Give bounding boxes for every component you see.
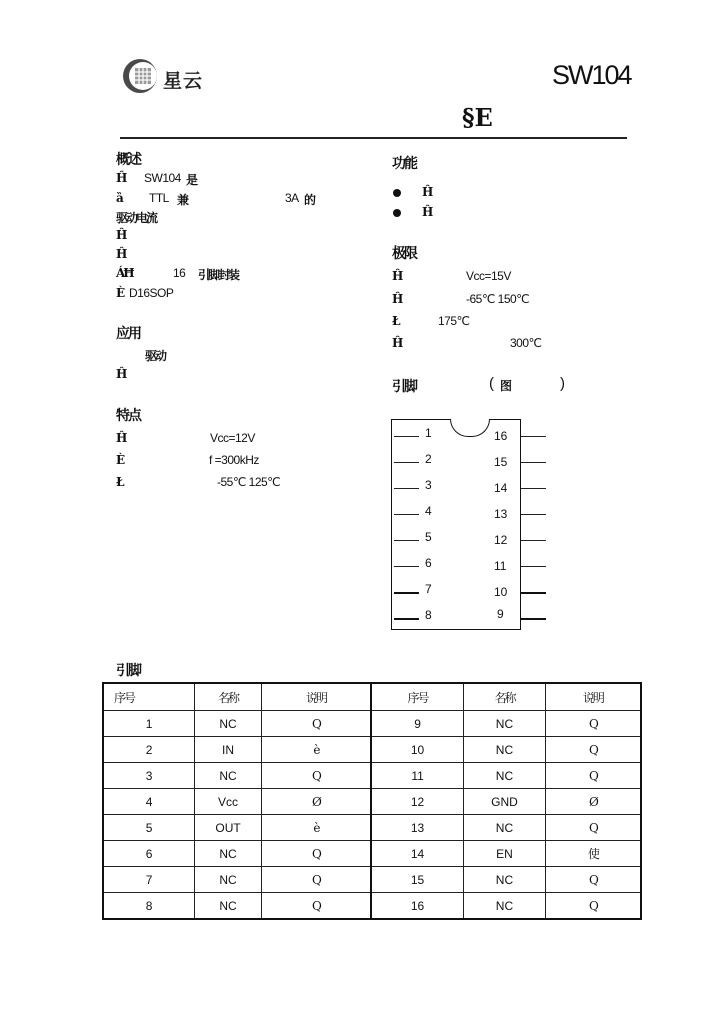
pin-label: 1 — [425, 426, 432, 440]
column-header: 序号 — [371, 683, 464, 711]
pinout-figure-mark: 图 — [500, 379, 511, 393]
table-row — [103, 763, 641, 789]
pin-desc: Q — [545, 815, 641, 841]
pin-label: 3 — [425, 478, 432, 492]
pin-number: 4 — [103, 789, 195, 815]
feature-temp-range: -55℃ 125℃ — [217, 475, 281, 489]
company-logo — [122, 58, 158, 94]
logo-text: 星云 — [163, 71, 204, 92]
pin-desc: Ø — [261, 789, 371, 815]
pin-number: 14 — [371, 841, 464, 867]
pin-label: 13 — [494, 507, 508, 521]
pin-name: NC — [464, 867, 546, 893]
pin-name: NC — [464, 893, 546, 920]
pin-number: 15 — [371, 867, 464, 893]
header-divider — [120, 137, 627, 139]
pin-desc: 使 — [545, 841, 641, 867]
pin-number: 11 — [371, 763, 464, 789]
pin-number: 3 — [103, 763, 195, 789]
column-header: 说明 — [545, 683, 641, 711]
overview-mark: Ĥ — [116, 247, 126, 261]
application-item: Ĥ — [116, 367, 126, 381]
model-number: SW104 — [552, 60, 631, 90]
pin-name: NC — [195, 763, 262, 789]
pin-label: 9 — [497, 607, 504, 621]
applications-heading: 应用 — [116, 326, 140, 342]
pin-name: NC — [195, 867, 262, 893]
overview-package-word: 引脚封装 — [198, 268, 239, 282]
pin-label: 4 — [425, 504, 432, 518]
pin-desc: Q — [261, 711, 371, 737]
bullet-dot — [393, 189, 401, 197]
overview-model: SW104 — [144, 171, 181, 185]
pin-desc: Q — [545, 867, 641, 893]
pin-name: NC — [464, 711, 546, 737]
functions-heading: 功能 — [392, 156, 416, 172]
pin-desc: Q — [261, 893, 371, 920]
table-row — [103, 815, 641, 841]
pin-number: 5 — [103, 815, 195, 841]
overview-package: D16SOP — [129, 286, 174, 300]
pin-number: 12 — [371, 789, 464, 815]
overview-mark: ȁ — [116, 191, 122, 205]
feature-mark: Ĥ — [116, 431, 126, 445]
rating-storage-temp: -65℃ 150℃ — [466, 292, 530, 306]
pin-label: 7 — [425, 582, 432, 596]
pin-name: Vcc — [195, 789, 262, 815]
pin-name: NC — [195, 893, 262, 920]
feature-mark: È — [116, 453, 124, 467]
doc-subtitle: §E — [462, 103, 493, 132]
ratings-heading: 极限 — [392, 246, 416, 262]
pin-number: 10 — [371, 737, 464, 763]
pin-name: GND — [464, 789, 546, 815]
pin-label: 8 — [425, 608, 432, 622]
pin-name: OUT — [195, 815, 262, 841]
pin-number: 6 — [103, 841, 195, 867]
rating-mark: Ĥ — [392, 336, 402, 350]
table-row — [103, 789, 641, 815]
pin-description-table — [102, 682, 642, 920]
pin-name: NC — [195, 841, 262, 867]
pin-name: NC — [464, 737, 546, 763]
column-header: 名称 — [195, 683, 262, 711]
column-header: 说明 — [261, 683, 371, 711]
pin-label: 10 — [494, 585, 508, 599]
pinout-heading: 引脚 — [392, 379, 416, 395]
pin-name: EN — [464, 841, 546, 867]
function-item: Ĥ — [422, 185, 432, 199]
feature-vcc: Vcc=12V — [210, 431, 255, 445]
feature-frequency: f =300kHz — [209, 453, 259, 467]
overview-word: 兼 — [177, 193, 188, 207]
rating-mark: Ĥ — [392, 292, 402, 306]
pin-number: 13 — [371, 815, 464, 841]
pin-number: 8 — [103, 893, 195, 920]
pin-number: 9 — [371, 711, 464, 737]
overview-word: 是 — [186, 173, 197, 187]
overview-ttl: TTL — [149, 191, 169, 205]
pin-name: NC — [464, 763, 546, 789]
pin-desc: Q — [261, 867, 371, 893]
overview-heading: 概述 — [116, 152, 140, 168]
rating-mark: Ł — [392, 314, 399, 328]
pinout-paren-close: ) — [560, 375, 565, 392]
pin-number: 2 — [103, 737, 195, 763]
overview-mark: Ĥ — [116, 171, 126, 185]
overview-mark: Ĥ — [116, 228, 126, 242]
pin-desc: è — [261, 737, 371, 763]
pin-label: 16 — [494, 429, 508, 443]
table-row — [103, 737, 641, 763]
pin-desc: Q — [261, 763, 371, 789]
overview-mark: ÁĦ — [116, 266, 133, 280]
pin-desc: Q — [545, 737, 641, 763]
bullet-dot — [393, 209, 401, 217]
pinout-paren-open: ( — [489, 375, 494, 392]
table-row — [103, 841, 641, 867]
pin-number: 1 — [103, 711, 195, 737]
overview-mark: È — [116, 286, 124, 300]
application-item: 驱动 — [145, 349, 166, 363]
rating-junction-temp: 175℃ — [438, 314, 470, 328]
overview-mark: 驱动电流 — [116, 211, 157, 225]
pin-name: NC — [195, 711, 262, 737]
column-header: 序号 — [103, 683, 195, 711]
pin-table-heading: 引脚 — [116, 663, 140, 679]
table-row — [103, 893, 641, 920]
pin-label: 12 — [494, 533, 508, 547]
pin-label: 5 — [425, 530, 432, 544]
table-header-row — [103, 683, 641, 711]
pin-desc: Q — [545, 893, 641, 920]
pin-label: 14 — [494, 481, 508, 495]
pin-name: NC — [464, 815, 546, 841]
pin-desc: Q — [545, 763, 641, 789]
table-row — [103, 711, 641, 737]
overview-word: 的 — [304, 193, 315, 207]
pin-desc: Ø — [545, 789, 641, 815]
overview-current: 3A — [285, 191, 299, 205]
column-header: 名称 — [464, 683, 546, 711]
pin-number: 16 — [371, 893, 464, 920]
pin-label: 11 — [494, 559, 507, 573]
rating-lead-temp: 300℃ — [510, 336, 542, 350]
feature-mark: Ł — [116, 475, 123, 489]
pin-number: 7 — [103, 867, 195, 893]
pin-label: 2 — [425, 452, 432, 466]
pin-name: IN — [195, 737, 262, 763]
pin-label: 6 — [425, 556, 432, 570]
function-item: Ĥ — [422, 205, 432, 219]
pin-label: 15 — [494, 455, 508, 469]
pin-desc: Q — [545, 711, 641, 737]
table-row — [103, 867, 641, 893]
pin-desc: Q — [261, 841, 371, 867]
pin-desc: è — [261, 815, 371, 841]
rating-mark: Ĥ — [392, 269, 402, 283]
overview-pincount: 16 — [173, 266, 186, 280]
features-heading: 特点 — [116, 408, 140, 424]
rating-vcc: Vcc=15V — [466, 269, 511, 283]
